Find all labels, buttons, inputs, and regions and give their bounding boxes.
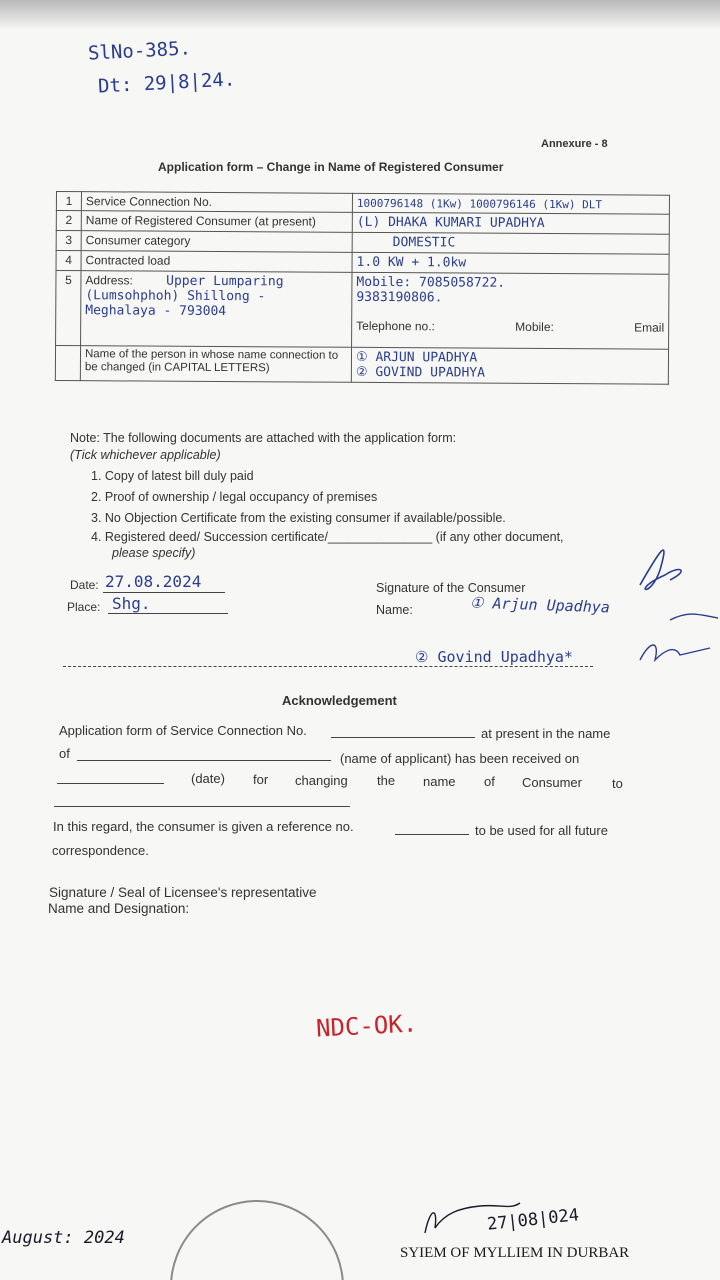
- email-label: Email: [634, 320, 665, 335]
- note-item: please specify): [112, 546, 196, 560]
- ack-line6: correspondence.: [52, 843, 149, 858]
- ack-blank: [57, 783, 164, 784]
- note-heading: Note: The following documents are attached with the application form:: [70, 431, 457, 445]
- row-number: 4: [56, 251, 81, 271]
- address-line-1: Upper Lumparing: [166, 273, 284, 290]
- official-title: SYIEM OF MYLLIEM IN DURBAR: [400, 1245, 630, 1261]
- page-shadow: [0, 0, 720, 30]
- table-row: [56, 271, 669, 350]
- registered-consumer-value: (L) DHAKA KUMARI UPADHYA: [356, 214, 545, 231]
- ack-blank: [395, 834, 469, 835]
- service-connection-value: 1000796148 (1Kw) 1000796146 (1Kw) DLT: [356, 196, 603, 212]
- bottom-date: August: 2024: [2, 1228, 125, 1248]
- new-name-1: ① ARJUN UPADHYA: [355, 349, 478, 366]
- mobile-number-1: Mobile: 7085058722.: [356, 274, 506, 291]
- handwritten-sl-no: SlNo-385.: [87, 37, 192, 65]
- note-item: 1. Copy of latest bill duly paid: [91, 469, 254, 483]
- row-number: 2: [56, 211, 81, 231]
- ack-blank: [54, 806, 350, 807]
- licensee-name-label: Name and Designation:: [48, 901, 190, 916]
- row-label: Name of the person in whose name connection to be changed (in CAPITAL LETTERS): [80, 346, 351, 383]
- telephone-label: Telephone no.:: [356, 318, 435, 334]
- address-line-3: Meghalaya - 793004: [85, 303, 227, 320]
- ack-word: for: [253, 772, 269, 787]
- ack-word: to: [612, 776, 623, 791]
- licensee-signature-label: Signature / Seal of Licensee's representative: [49, 885, 317, 900]
- row-number: 1: [56, 192, 81, 211]
- ack-line5b: to be used for all future: [475, 823, 608, 838]
- address-line-2: (Lumsohphoh) Shillong -: [85, 288, 266, 305]
- mobile-number-2: 9383190806.: [356, 289, 443, 306]
- consumer-category-value: DOMESTIC: [392, 235, 456, 251]
- annexure-label: Annexure - 8: [541, 138, 608, 150]
- place-value: Shg.: [112, 594, 151, 613]
- acknowledgement-heading: Acknowledgement: [282, 693, 397, 708]
- signature-label: Signature of the Consumer: [376, 581, 526, 595]
- ack-line2b: (name of applicant) has been received on: [340, 751, 580, 766]
- row-number: 3: [56, 231, 81, 251]
- row-label: Contracted load: [81, 251, 352, 273]
- row-number: 5: [56, 271, 81, 346]
- date-line: [103, 592, 225, 593]
- application-table: [55, 191, 670, 385]
- note-sub: (Tick whichever applicable): [70, 448, 221, 462]
- form-title: Application form – Change in Name of Registered Consumer: [158, 160, 504, 174]
- row-label: Address:: [85, 273, 133, 288]
- ack-word: Consumer: [522, 775, 582, 790]
- handwritten-date: Dt: 29|8|24.: [97, 68, 236, 98]
- ndc-ok-remark: NDC-OK.: [315, 1009, 418, 1043]
- round-seal-stamp: [170, 1200, 344, 1280]
- ack-word: name: [423, 774, 456, 789]
- signature-dashline: [63, 666, 593, 667]
- note-item: 3. No Objection Certificate from the existing consumer if available/possible.: [91, 511, 506, 525]
- row-label: Consumer category: [81, 231, 352, 253]
- ack-word: of: [484, 774, 495, 789]
- ack-word: (date): [191, 771, 225, 786]
- name-label: Name:: [376, 603, 413, 617]
- signature-2: ② Govind Upadhya*: [415, 648, 573, 666]
- place-label: Place:: [67, 600, 101, 614]
- place-line: [108, 613, 228, 614]
- note-item: 2. Proof of ownership / legal occupancy of premises: [91, 490, 378, 504]
- ack-line1b: at present in the name: [481, 726, 611, 741]
- ack-line1a: Application form of Service Connection No.: [59, 723, 307, 738]
- table-row: [55, 346, 668, 385]
- new-name-2: ② GOVIND UPADHYA: [355, 364, 486, 381]
- row-label: Name of Registered Consumer (at present): [81, 211, 352, 233]
- date-value: 27.08.2024: [105, 572, 202, 591]
- ack-blank: [77, 760, 331, 761]
- ack-line5a: In this regard, the consumer is given a reference no.: [53, 819, 354, 834]
- row-label: Service Connection No.: [81, 192, 352, 213]
- ack-word: the: [377, 773, 396, 788]
- signature-scribble: [620, 530, 720, 680]
- ack-blank: [331, 737, 475, 738]
- mobile-label: Mobile:: [515, 319, 554, 335]
- official-date: 27|08|024: [486, 1205, 580, 1235]
- signature-1: ① Arjun Upadhya: [469, 593, 611, 617]
- ack-word: changing: [295, 773, 348, 788]
- ack-line2a: of: [59, 746, 70, 761]
- contracted-load-value: 1.0 KW + 1.0kw: [356, 254, 467, 271]
- date-label: Date:: [70, 578, 99, 592]
- note-item: 4. Registered deed/ Succession certificate/_______________ (if any other document,: [91, 530, 564, 544]
